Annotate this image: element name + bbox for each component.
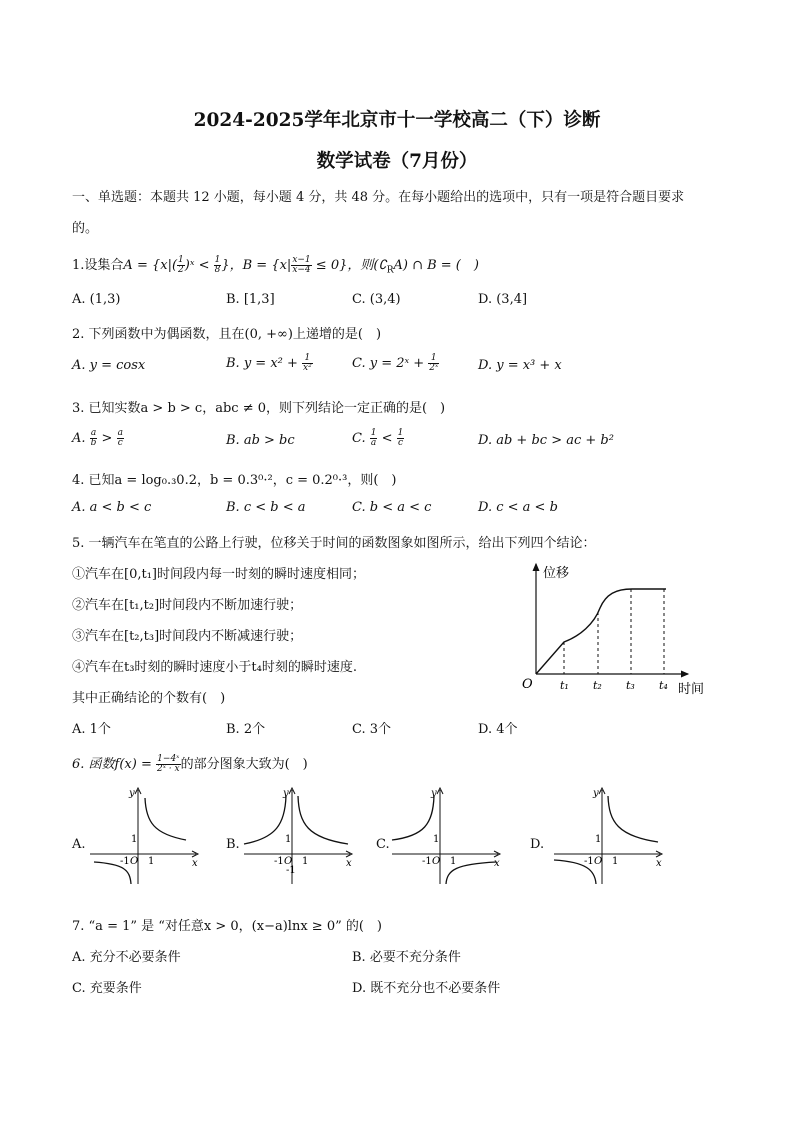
curve-left [392,796,434,840]
origin-label: O [594,856,603,867]
graph-option-d [550,784,670,888]
x-tick-neg1: -1 [274,856,284,867]
curve-right [298,796,348,844]
question-2-option-a[interactable]: A. y = cosx [72,358,146,373]
x-axis-label: 时间 [678,682,705,697]
x-label: x [346,858,352,869]
x-label: x [494,858,500,869]
question-1-option-d[interactable]: D. (3,4] [478,292,528,307]
question-6-option-b[interactable]: B. [226,837,240,852]
y-tick-1: 1 [433,834,440,845]
graph-option-a [86,784,206,888]
displacement-time-graph [518,558,718,700]
question-7-option-c[interactable]: C. 充要条件 [72,981,142,996]
paper-subtitle: 数学试卷（7月份） [316,151,478,172]
x-tick-neg1: -1 [120,856,130,867]
tick-t1: t₁ [560,679,569,692]
y-label: y [593,788,599,799]
y-tick-1: 1 [595,834,602,845]
origin-label: O [432,856,441,867]
question-5-option-a[interactable]: A. 1个 [72,722,111,737]
question-1-option-b[interactable]: B. [1,3] [226,292,275,307]
section-heading-line2: 的。 [72,221,99,236]
question-1-option-c[interactable]: C. (3,4) [352,292,401,307]
question-7-option-a[interactable]: A. 充分不必要条件 [72,950,181,965]
x-tick-neg1: -1 [584,856,594,867]
question-4-option-a[interactable]: A. a < b < c [72,500,152,515]
paper-title: 2024-2025学年北京市十一学校高二（下）诊断 [193,110,601,131]
tick-t2: t₂ [593,679,602,692]
question-3-option-d[interactable]: D. ab + bc > ac + b² [478,433,614,448]
question-7-stem: 7. “a = 1” 是 “对任意x > 0，(x−a)lnx ≥ 0” 的( ) [72,919,383,934]
y-tick-neg1: -1 [286,865,296,876]
curve-right [608,796,658,842]
question-6-option-c[interactable]: C. [376,837,390,852]
graph-option-c [388,784,508,888]
x-tick-1: 1 [302,856,309,867]
graph-option-b [240,784,360,888]
origin-label: O [284,856,293,867]
question-5-option-d[interactable]: D. 4个 [478,722,518,737]
question-2-option-d[interactable]: D. y = x³ + x [478,358,562,373]
tick-t4: t₄ [659,679,668,692]
section-heading-line1: 一、单选题：本题共 12 小题，每小题 4 分，共 48 分。在每小题给出的选项中，只有一项是符合题目要求 [72,190,685,205]
question-5-option-b[interactable]: B. 2个 [226,722,266,737]
origin-label: O [522,677,533,692]
question-6-option-a[interactable]: A. [72,837,86,852]
question-5-statement-3: ③汽车在[t₂,t₃]时间段内不断减速行驶； [72,629,303,644]
question-5-statement-4: ④汽车在t₃时刻的瞬时速度小于t₄时刻的瞬时速度. [72,660,358,675]
y-tick-1: 1 [285,834,292,845]
question-1-option-a[interactable]: A. (1,3) [72,292,121,307]
origin-label: O [130,856,139,867]
question-3-stem: 3. 已知实数a > b > c，abc ≠ 0，则下列结论一定正确的是( ) [72,401,446,416]
question-6-option-d[interactable]: D. [530,837,545,852]
question-3-option-c[interactable]: C. $\frac{1}{a}$ < $\frac{1}{c}$ [352,428,404,448]
question-5-statement-1: ①汽车在[0,t₁]时间段内每一时刻的瞬时速度相同； [72,567,365,582]
x-label: x [656,858,662,869]
x-label: x [192,858,198,869]
y-label: y [129,788,135,799]
y-axis-label: 位移 [543,566,570,581]
question-5-option-c[interactable]: C. 3个 [352,722,392,737]
question-5-statement-2: ②汽车在[t₁,t₂]时间段内不断加速行驶； [72,598,303,613]
question-2-stem: 2. 下列函数中为偶函数，且在(0, +∞)上递增的是( ) [72,327,382,342]
question-2-option-c[interactable]: C. y = 2ˣ + $\frac{1}{\text{2ˣ}}$ [352,353,439,373]
x-tick-1: 1 [612,856,619,867]
question-5-stem: 5. 一辆汽车在笔直的公路上行驶，位移关于时间的函数图象如图所示，给出下列四个结论： [72,536,596,551]
question-7-option-d[interactable]: D. 既不充分也不必要条件 [352,981,501,996]
question-1-stem: 1.设集合A = {x|( $\frac{1}{2}$ )ˣ < $\frac{1}{8}$ }，B = {x| $\frac{x-1}{x-4}$ ≤ 0}，则$(∁_RA)$ ∩ B = ( ) [72,255,479,276]
x-tick-1: 1 [148,856,155,867]
question-7-option-b[interactable]: B. 必要不充分条件 [352,950,461,965]
curve-left [244,796,286,844]
question-3-option-a[interactable]: A. $\frac{a}{b}$ > $\frac{a}{c}$ [72,428,123,448]
question-6-stem: 6. 函数f(x) = $\frac{\text{1−4ˣ}}{\text{2ˣ · x}}$ 的部分图象大致为( ) [72,754,308,774]
question-4-option-d[interactable]: D. c < a < b [478,500,558,515]
curve-right [145,798,186,840]
displacement-curve [536,589,666,674]
y-tick-1: 1 [131,834,138,845]
y-label: y [431,788,437,799]
question-4-stem: 4. 已知a = log₀.₃0.2，b = 0.3⁰·²，c = 0.2⁰·³，则( ) [72,473,397,488]
question-3-option-b[interactable]: B. ab > bc [226,433,295,448]
question-4-option-b[interactable]: B. c < b < a [226,500,306,515]
x-tick-1: 1 [450,856,457,867]
question-2-option-b[interactable]: B. y = x² + $\frac{1}{\text{x²}}$ [226,353,312,373]
question-5-ask: 其中正确结论的个数有( ) [72,691,226,706]
y-label: y [283,788,289,799]
tick-t3: t₃ [626,679,635,692]
question-4-option-c[interactable]: C. b < a < c [352,500,432,515]
x-tick-neg1: -1 [422,856,432,867]
